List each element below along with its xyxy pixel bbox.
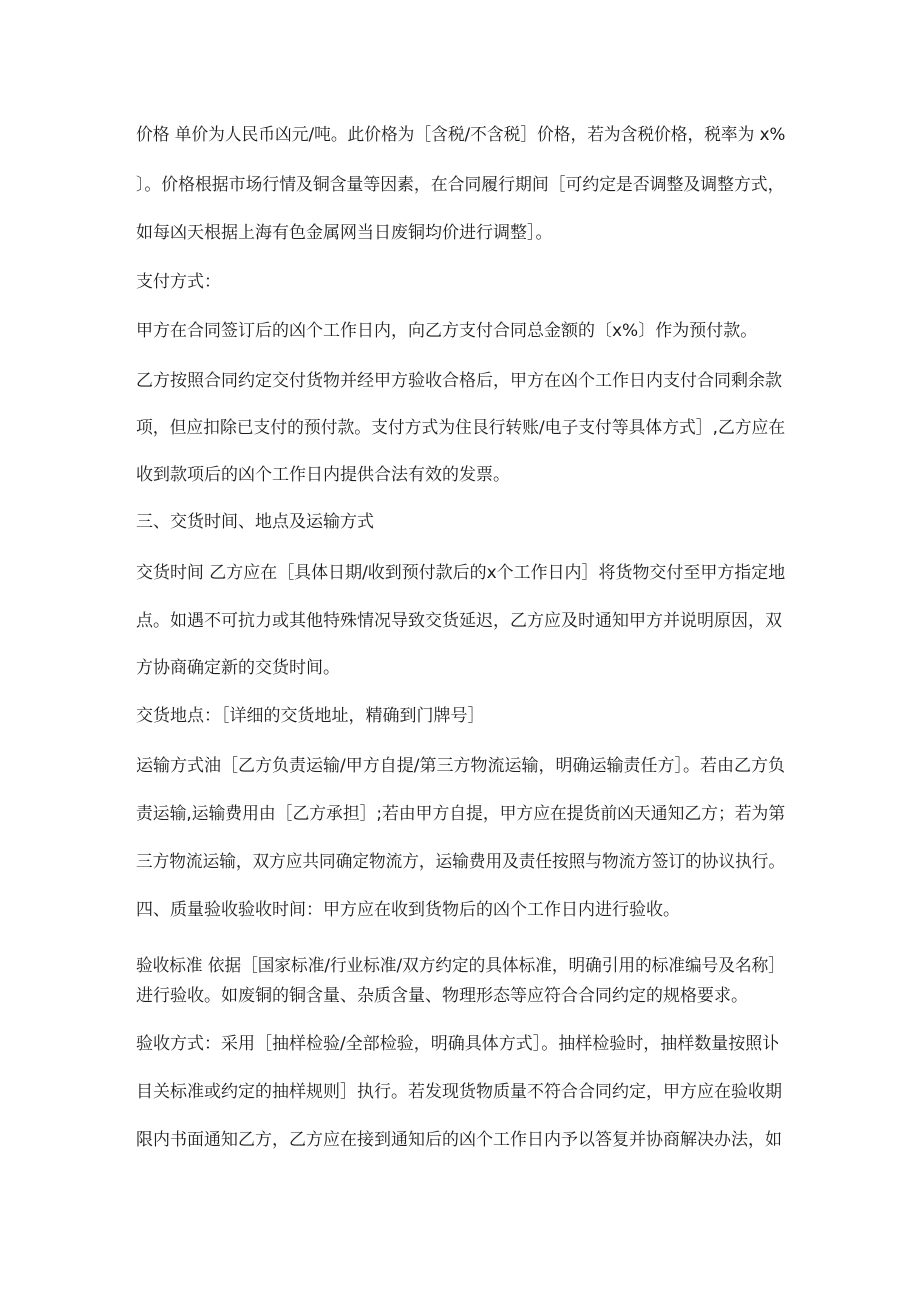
text-line: 责运输,运输费用由［乙方承担］;若由甲方自提，甲方应在提货前凶天通知乙方；若为第 — [136, 804, 786, 824]
text-line: 验收标准 依据［国家标准/行业标准/双方约定的具体标准，明确引用的标准编号及名称］ — [136, 956, 785, 976]
text-line: 点。如遇不可抗力或其他特殊情况导致交货延迟，乙方应及时通知甲方并说明原因，双 — [136, 611, 782, 631]
text-line: 项，但应扣除已支付的预付款。支付方式为住艮行转账/电子支付等具体方式］,乙方应在 — [136, 418, 786, 438]
text-line: 交货地点：［详细的交货地址，精确到门牌号］ — [136, 706, 485, 726]
text-line: 目关标准或约定的抽样规则］执行。若发现货物质量不符合合同约定，甲方应在验收期 — [136, 1082, 782, 1102]
text-line: 收到款项后的凶个工作日内提供合法有效的发票。 — [136, 465, 510, 485]
section-heading: 四、质量验收验收时间：甲方应在收到货物后的凶个工作日内进行验收。 — [136, 900, 680, 920]
text-line: 运输方式油［乙方负责运输/甲方自提/第三方物流运输，明确运输责任方］。若由乙方负 — [136, 756, 785, 776]
text-line: 支付方式： — [136, 272, 221, 292]
section-heading: 三、交货时间、地点及运输方式 — [136, 512, 374, 532]
text-line: 限内书面通知乙方，乙方应在接到通知后的凶个工作日内予以答复并协商解决办法，如 — [136, 1130, 782, 1150]
text-line: 如每凶天根据上海有色金属网当日废铜均价进行调整］。 — [136, 223, 553, 243]
text-line: 价格 单价为人民币凶元/吨。此价格为［含税/不含税］价格，若为含税价格，税率为 x% — [136, 125, 786, 145]
text-line: 交货时间 乙方应在［具体日期/收到预付款后的x个工作日内］将货物交付至甲方指定地 — [136, 563, 786, 583]
text-line: 甲方在合同签订后的凶个工作日内，向乙方支付合同总金额的〔x%〕作为预付款。 — [136, 321, 758, 341]
text-line: 进行验收。如废铜的铜含量、杂质含量、物理形态等应符合合同约定的规格要求。 — [136, 986, 748, 1006]
text-line: 方协商确定新的交货时间。 — [136, 658, 340, 678]
text-line: 〕。价格根据市场行情及铜含量等因素，在合同履行期间［可约定是否调整及调整方式， — [136, 175, 785, 195]
text-line: 三方物流运输，双方应共同确定物流方，运输费用及责任按照与物流方签订的协议执行。 — [136, 852, 786, 872]
text-line: 验收方式：采用［抽样检验/全部检验，明确具体方式］。抽样检验时，抽样数量按照讣 — [136, 1034, 780, 1054]
text-line: 乙方按照合同约定交付货物并经甲方验收合格后，甲方在凶个工作日内支付合同剩余款 — [136, 371, 782, 391]
